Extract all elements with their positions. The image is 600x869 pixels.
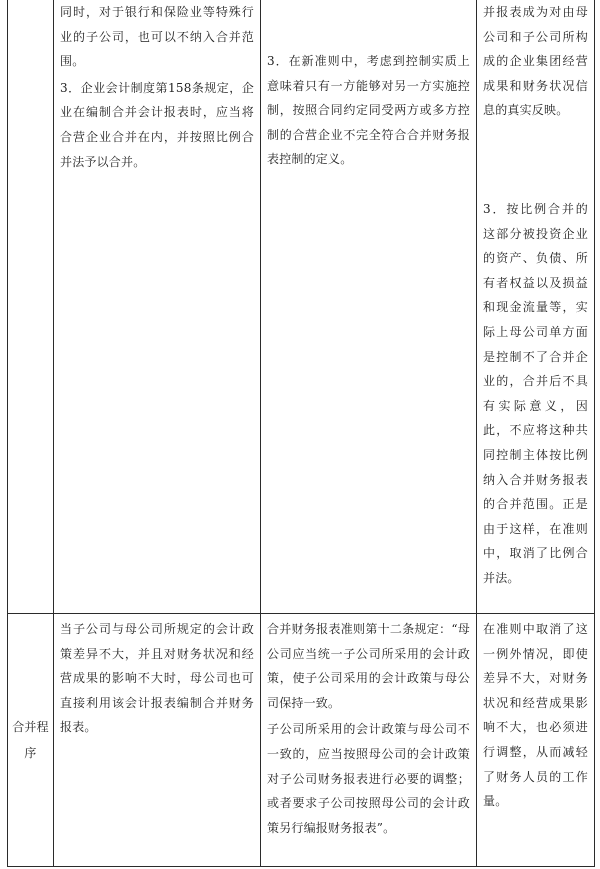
old-standard-cell [54,614,261,867]
new-standard-paragraph-1: 3．在新准则中，考虑到控制实质上意味着只有一方能够对另一方实施控制，按照合同约定同受两方或多方控制的合营企业不完全符合合并财务报表控制的定义。 [267,54,470,167]
row-label-cell-empty [8,0,54,614]
comparison-table [7,0,595,867]
analysis-paragraph-1: 在准则中取消了这一例外情况，即使差异不大，对财务状况和经营成果影响不大，也必须进行调整，从而减轻了财务人员的工作量。 [483,622,588,809]
new-standard-paragraph-2: 子公司所采用的会计政策与母公司不一致的，应当按照母公司的会计政策对子公司财务报表进行必要的调整；或者要求子公司按照母公司的会计政策另行编报财务报表”。 [267,722,470,835]
analysis-cell [477,614,595,867]
old-standard-paragraph-2: 3．企业会计制度第158条规定，企业在编制合并会计报表时，应当将合营企业合并在内，并按照比例合并法予以合并。 [60,80,254,169]
old-standard-paragraph-1: 当子公司与母公司所规定的会计政策差异不大，并且对财务状况和经营成果的影响不大时，母公司也可直接利用该会计报表编制合并财务报表。 [60,622,254,735]
table-row [8,0,595,614]
old-standard-cell [54,0,261,614]
analysis-cell [477,0,595,614]
analysis-paragraph-1: 并报表成为对由母公司和子公司所构成的企业集团经营成果和财务状况信息的真实反映。 [483,5,588,118]
new-standard-paragraph-1: 合并财务报表准则第十二条规定：“母公司应当统一子公司所采用的会计政策，使子公司采用的会计政策与母公司保持一致。 [267,622,470,710]
old-standard-paragraph-1: 同时，对于银行和保险业等特殊行业的子公司，也可以不纳入合并范围。 [60,5,254,69]
table-row [8,614,595,867]
new-standard-cell [261,0,477,614]
analysis-paragraph-2: 3．按比例合并的这部分被投资企业的资产、负债、所有者权益以及损益和现金流量等，实际上母公司单方面是控制不了合并企业的，合并后不具有实际意义，因此，不应将这种共同控制主体按比例纳入合并财务报表的合并范围。正是由于这样，在准则中，取消了比例合并法。 [483,201,588,585]
row-label-cell [8,614,54,867]
row-label: 合并程序 [12,720,49,760]
new-standard-cell [261,614,477,867]
